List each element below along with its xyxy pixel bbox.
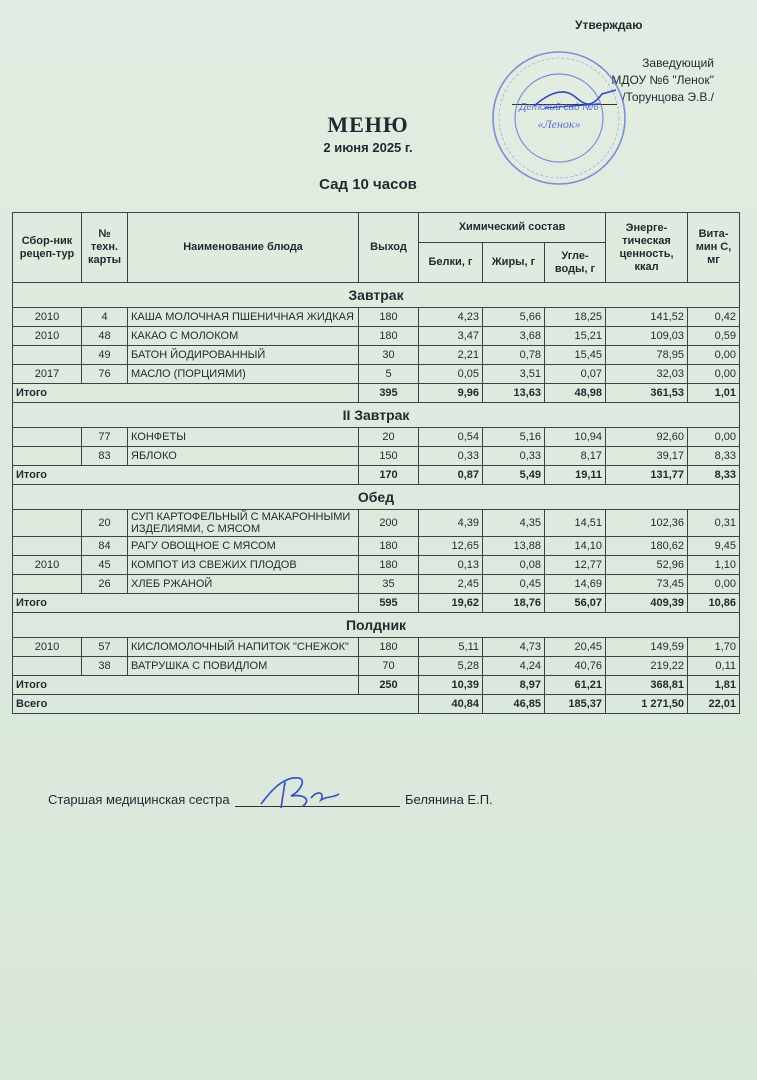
approval-organization: МДОУ №6 "Ленок" (611, 73, 714, 87)
cell-fats: 4,73 (483, 638, 545, 657)
cell-fats: 0,33 (483, 447, 545, 466)
director-signature (530, 82, 620, 114)
cell-carbs: 15,21 (545, 327, 606, 346)
cell-collection (13, 428, 82, 447)
cell-collection: 2010 (13, 556, 82, 575)
cell-collection: 2017 (13, 365, 82, 384)
cell-energy: 92,60 (606, 428, 688, 447)
cell-dish: КОМПОТ ИЗ СВЕЖИХ ПЛОДОВ (128, 556, 359, 575)
cell-fats: 0,08 (483, 556, 545, 575)
table-row (13, 575, 740, 594)
total-proteins: 9,96 (419, 384, 483, 403)
cell-fats: 3,51 (483, 365, 545, 384)
cell-card: 26 (82, 575, 128, 594)
total-carbs: 48,98 (545, 384, 606, 403)
cell-energy: 109,03 (606, 327, 688, 346)
cell-proteins: 3,47 (419, 327, 483, 346)
cell-vitamin: 8,33 (688, 447, 740, 466)
table-row (13, 447, 740, 466)
total-fats: 5,49 (483, 466, 545, 485)
table-row (13, 657, 740, 676)
approval-signatory: /Торунцова Э.В./ (622, 90, 714, 104)
cell-carbs: 18,25 (545, 308, 606, 327)
total-output: 250 (359, 676, 419, 695)
approval-position: Заведующий (642, 56, 714, 70)
cell-proteins: 2,45 (419, 575, 483, 594)
cell-fats: 0,78 (483, 346, 545, 365)
table-row (13, 428, 740, 447)
total-proteins: 19,62 (419, 594, 483, 613)
cell-carbs: 12,77 (545, 556, 606, 575)
cell-vitamin: 0,00 (688, 346, 740, 365)
total-carbs: 61,21 (545, 676, 606, 695)
cell-dish: ЯБЛОКО (128, 447, 359, 466)
cell-vitamin: 0,11 (688, 657, 740, 676)
total-label: Итого (13, 594, 359, 613)
cell-dish: КОНФЕТЫ (128, 428, 359, 447)
cell-collection (13, 510, 82, 537)
total-vitamin: 10,86 (688, 594, 740, 613)
cell-collection (13, 657, 82, 676)
col-output: Выход (359, 213, 419, 283)
cell-output: 180 (359, 327, 419, 346)
table-row (13, 346, 740, 365)
section-title: Обед (13, 485, 740, 510)
cell-carbs: 14,10 (545, 537, 606, 556)
total-energy: 409,39 (606, 594, 688, 613)
cell-output: 70 (359, 657, 419, 676)
total-label: Итого (13, 384, 359, 403)
grand-total-row (13, 695, 740, 714)
col-dish: Наименование блюда (128, 213, 359, 283)
cell-carbs: 15,45 (545, 346, 606, 365)
total-proteins: 0,87 (419, 466, 483, 485)
cell-collection (13, 537, 82, 556)
col-fats: Жиры, г (483, 243, 545, 283)
col-proteins: Белки, г (419, 243, 483, 283)
menu-table (12, 212, 740, 714)
cell-energy: 39,17 (606, 447, 688, 466)
cell-output: 35 (359, 575, 419, 594)
total-output: 395 (359, 384, 419, 403)
cell-vitamin: 0,42 (688, 308, 740, 327)
cell-vitamin: 1,70 (688, 638, 740, 657)
cell-output: 200 (359, 510, 419, 537)
cell-proteins: 0,13 (419, 556, 483, 575)
cell-dish: КАША МОЛОЧНАЯ ПШЕНИЧНАЯ ЖИДКАЯ (128, 308, 359, 327)
grand-total-vitamin: 22,01 (688, 695, 740, 714)
total-carbs: 56,07 (545, 594, 606, 613)
col-chem: Химический состав (419, 213, 606, 243)
total-label: Итого (13, 466, 359, 485)
cell-fats: 4,35 (483, 510, 545, 537)
table-row (13, 537, 740, 556)
cell-output: 180 (359, 556, 419, 575)
col-card: № техн. карты (82, 213, 128, 283)
section-snack (13, 613, 740, 714)
stamp-line2: «Ленок» (537, 117, 581, 131)
cell-card: 38 (82, 657, 128, 676)
cell-proteins: 4,39 (419, 510, 483, 537)
cell-dish: КАКАО С МОЛОКОМ (128, 327, 359, 346)
cell-energy: 78,95 (606, 346, 688, 365)
cell-energy: 32,03 (606, 365, 688, 384)
cell-energy: 52,96 (606, 556, 688, 575)
total-output: 170 (359, 466, 419, 485)
grand-total-carbs: 185,37 (545, 695, 606, 714)
cell-vitamin: 0,59 (688, 327, 740, 346)
total-vitamin: 1,81 (688, 676, 740, 695)
grand-total-energy: 1 271,50 (606, 695, 688, 714)
total-proteins: 10,39 (419, 676, 483, 695)
cell-carbs: 14,69 (545, 575, 606, 594)
cell-dish: РАГУ ОВОЩНОЕ С МЯСОМ (128, 537, 359, 556)
total-row (13, 384, 740, 403)
page-title: МЕНЮ (327, 112, 409, 137)
section-breakfast (13, 283, 740, 403)
cell-energy: 141,52 (606, 308, 688, 327)
cell-fats: 5,16 (483, 428, 545, 447)
cell-collection: 2010 (13, 327, 82, 346)
total-row (13, 676, 740, 695)
cell-dish: МАСЛО (ПОРЦИЯМИ) (128, 365, 359, 384)
cell-output: 180 (359, 308, 419, 327)
cell-vitamin: 1,10 (688, 556, 740, 575)
grand-total-fats: 46,85 (483, 695, 545, 714)
cell-vitamin: 9,45 (688, 537, 740, 556)
menu-date: 2 июня 2025 г. (323, 140, 413, 155)
total-fats: 8,97 (483, 676, 545, 695)
cell-card: 76 (82, 365, 128, 384)
grand-total-label: Всего (13, 695, 419, 714)
cell-output: 20 (359, 428, 419, 447)
table-row (13, 365, 740, 384)
table-row (13, 327, 740, 346)
total-row (13, 466, 740, 485)
cell-card: 4 (82, 308, 128, 327)
cell-fats: 13,88 (483, 537, 545, 556)
cell-collection (13, 346, 82, 365)
cell-card: 20 (82, 510, 128, 537)
cell-dish: ВАТРУШКА С ПОВИДЛОМ (128, 657, 359, 676)
table-row (13, 638, 740, 657)
cell-collection: 2010 (13, 308, 82, 327)
cell-energy: 180,62 (606, 537, 688, 556)
cell-output: 5 (359, 365, 419, 384)
col-energy: Энерге-тическая ценность, ккал (606, 213, 688, 283)
cell-proteins: 12,65 (419, 537, 483, 556)
cell-vitamin: 0,00 (688, 575, 740, 594)
cell-card: 77 (82, 428, 128, 447)
total-row (13, 594, 740, 613)
cell-carbs: 14,51 (545, 510, 606, 537)
cell-proteins: 0,54 (419, 428, 483, 447)
col-vitamin: Вита-мин С, мг (688, 213, 740, 283)
footer-name: Белянина Е.П. (405, 792, 493, 807)
cell-carbs: 0,07 (545, 365, 606, 384)
cell-proteins: 0,05 (419, 365, 483, 384)
cell-energy: 102,36 (606, 510, 688, 537)
section-breakfast2 (13, 403, 740, 485)
cell-fats: 4,24 (483, 657, 545, 676)
cell-dish: СУП КАРТОФЕЛЬНЫЙ С МАКАРОННЫМИ ИЗДЕЛИЯМИ, С МЯСОМ (128, 510, 359, 537)
cell-carbs: 8,17 (545, 447, 606, 466)
cell-carbs: 40,76 (545, 657, 606, 676)
cell-vitamin: 0,00 (688, 428, 740, 447)
grand-total-proteins: 40,84 (419, 695, 483, 714)
footer-position: Старшая медицинская сестра (48, 792, 230, 807)
cell-energy: 219,22 (606, 657, 688, 676)
cell-output: 150 (359, 447, 419, 466)
total-energy: 368,81 (606, 676, 688, 695)
cell-collection (13, 447, 82, 466)
cell-energy: 149,59 (606, 638, 688, 657)
cell-card: 57 (82, 638, 128, 657)
cell-card: 45 (82, 556, 128, 575)
cell-output: 180 (359, 537, 419, 556)
col-carbs: Угле-воды, г (545, 243, 606, 283)
cell-fats: 3,68 (483, 327, 545, 346)
cell-carbs: 10,94 (545, 428, 606, 447)
total-label: Итого (13, 676, 359, 695)
cell-output: 180 (359, 638, 419, 657)
cell-carbs: 20,45 (545, 638, 606, 657)
nurse-signature (255, 768, 345, 814)
cell-proteins: 5,11 (419, 638, 483, 657)
cell-card: 48 (82, 327, 128, 346)
section-lunch (13, 485, 740, 613)
cell-dish: ХЛЕБ РЖАНОЙ (128, 575, 359, 594)
col-collection: Сбор-ник рецеп-тур (13, 213, 82, 283)
cell-collection (13, 575, 82, 594)
table-row (13, 510, 740, 537)
section-title: II Завтрак (13, 403, 740, 428)
cell-vitamin: 0,31 (688, 510, 740, 537)
cell-proteins: 4,23 (419, 308, 483, 327)
total-fats: 18,76 (483, 594, 545, 613)
cell-fats: 0,45 (483, 575, 545, 594)
stamp-line1: Детский сад №6 (519, 102, 599, 113)
total-carbs: 19,11 (545, 466, 606, 485)
cell-card: 83 (82, 447, 128, 466)
cell-energy: 73,45 (606, 575, 688, 594)
section-title: Полдник (13, 613, 740, 638)
cell-proteins: 0,33 (419, 447, 483, 466)
cell-card: 84 (82, 537, 128, 556)
menu-subtitle: Сад 10 часов (319, 176, 417, 193)
table-row (13, 556, 740, 575)
cell-vitamin: 0,00 (688, 365, 740, 384)
total-vitamin: 1,01 (688, 384, 740, 403)
table-row (13, 308, 740, 327)
cell-output: 30 (359, 346, 419, 365)
cell-card: 49 (82, 346, 128, 365)
section-title: Завтрак (13, 283, 740, 308)
cell-dish: БАТОН ЙОДИРОВАННЫЙ (128, 346, 359, 365)
total-energy: 361,53 (606, 384, 688, 403)
cell-collection: 2010 (13, 638, 82, 657)
approval-title: Утверждаю (575, 18, 643, 32)
cell-proteins: 2,21 (419, 346, 483, 365)
total-vitamin: 8,33 (688, 466, 740, 485)
total-energy: 131,77 (606, 466, 688, 485)
cell-fats: 5,66 (483, 308, 545, 327)
cell-dish: КИСЛОМОЛОЧНЫЙ НАПИТОК "СНЕЖОК" (128, 638, 359, 657)
total-fats: 13,63 (483, 384, 545, 403)
total-output: 595 (359, 594, 419, 613)
cell-proteins: 5,28 (419, 657, 483, 676)
